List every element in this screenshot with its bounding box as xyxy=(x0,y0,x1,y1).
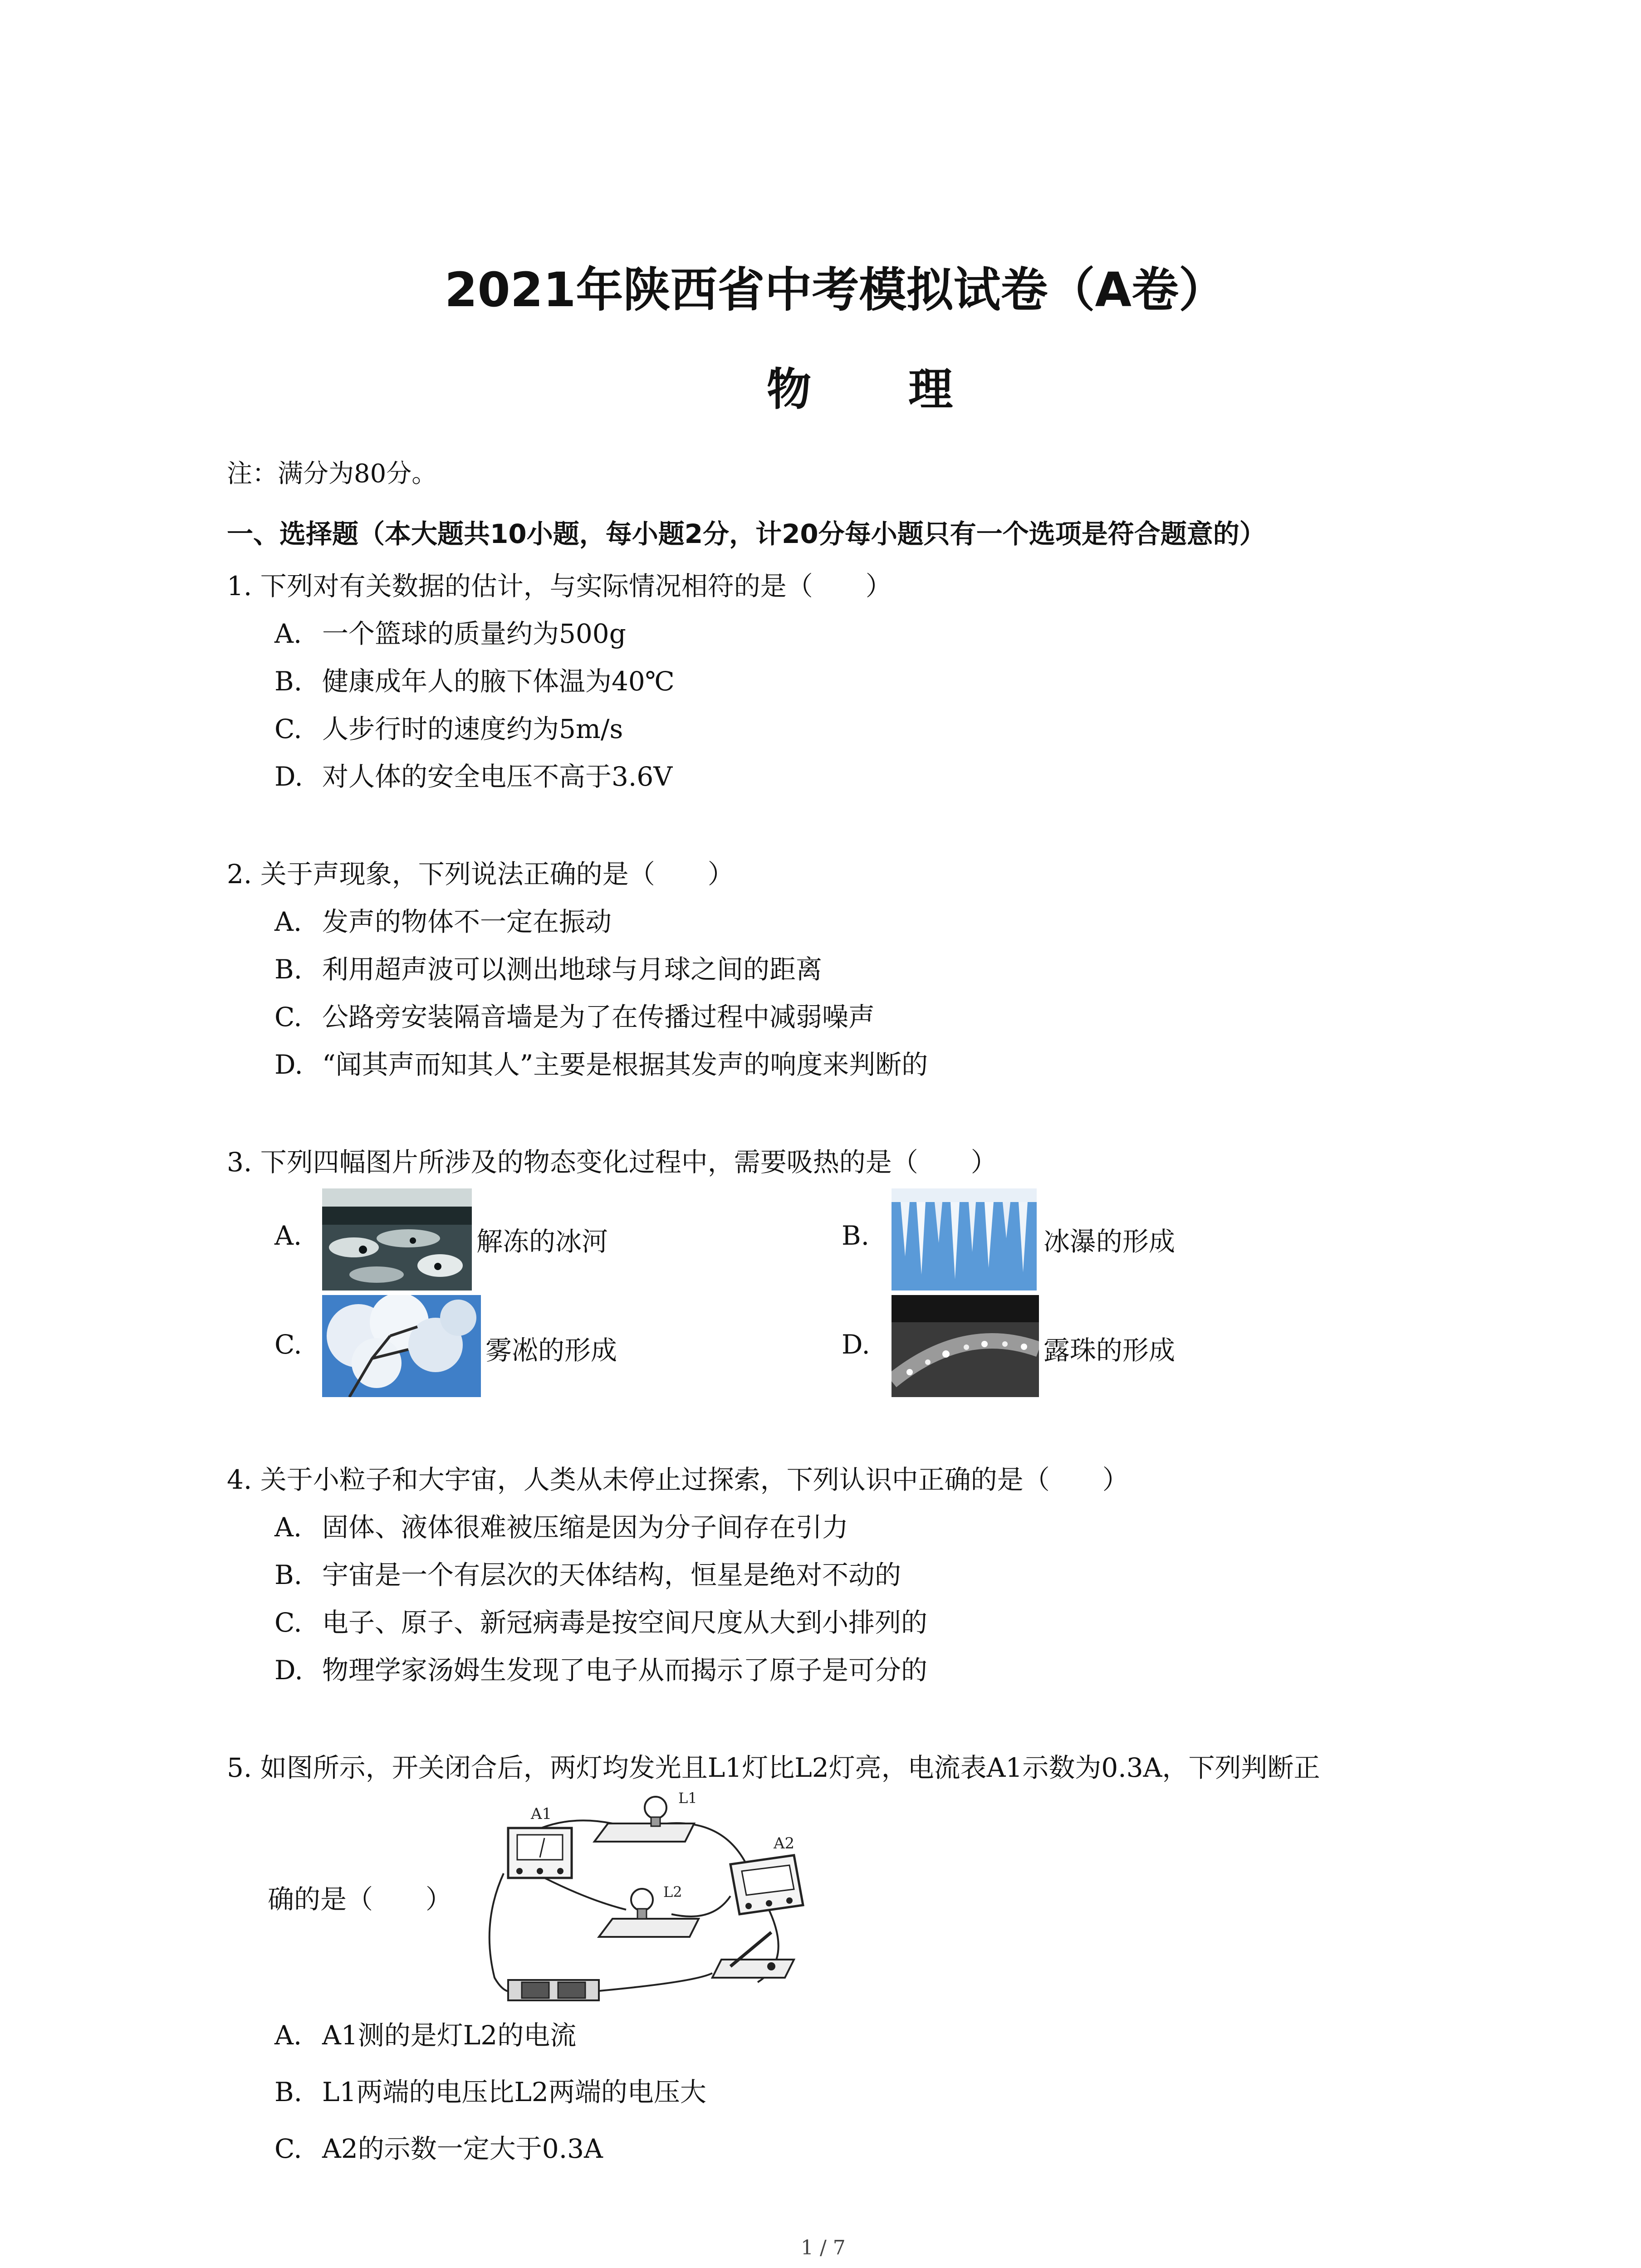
section-heading-choice: 一、选择题（本大题共10小题，每小题2分，计20分每小题只有一个选项是符合题意的） xyxy=(227,518,1266,549)
thawing-river-image xyxy=(322,1188,472,1290)
option-label: B. xyxy=(274,954,303,985)
option-label: A. xyxy=(274,618,302,649)
option-label: B. xyxy=(274,1559,303,1590)
a2-label: A2 xyxy=(774,1834,795,1853)
q2-option-c xyxy=(274,996,875,1034)
ammeter-a2-icon xyxy=(730,1855,803,1914)
option-text: 物理学家汤姆生发现了电子从而揭示了原子是可分的 xyxy=(322,1655,928,1686)
q1-option-b xyxy=(274,660,675,698)
option-label: C. xyxy=(274,2133,302,2164)
option-label: A. xyxy=(274,1512,302,1543)
q3-option-a-label: A. xyxy=(274,1220,302,1251)
score-note: 注：满分为80分。 xyxy=(227,459,437,489)
q1-option-c xyxy=(274,708,623,746)
option-label: C. xyxy=(274,714,302,744)
question-3-stem: 3. 下列四幅图片所涉及的物态变化过程中，需要吸热的是（ ） xyxy=(227,1147,997,1178)
option-label: D. xyxy=(274,1655,303,1686)
q2-option-d xyxy=(274,1043,928,1081)
exam-title: 2021年陕西省中考模拟试卷（A卷） xyxy=(445,262,1226,318)
option-label: D. xyxy=(274,1049,303,1080)
option-text: 宇宙是一个有层次的天体结构，恒星是绝对不动的 xyxy=(322,1559,901,1590)
q4-option-b xyxy=(274,1554,901,1592)
switch-icon xyxy=(712,1932,794,1978)
l1-label: L1 xyxy=(678,1789,697,1807)
q3-option-d-label: D. xyxy=(842,1329,870,1360)
option-label: A. xyxy=(274,906,302,937)
option-label: D. xyxy=(274,761,303,792)
option-text: 对人体的安全电压不高于3.6V xyxy=(322,761,673,792)
subject-title: 物 理 xyxy=(767,364,994,415)
option-label: B. xyxy=(274,666,303,697)
option-text: 电子、原子、新冠病毒是按空间尺度从大到小排列的 xyxy=(322,1607,928,1638)
option-text: 固体、液体很难被压缩是因为分子间存在引力 xyxy=(322,1512,849,1543)
option-label: C. xyxy=(274,1607,302,1638)
option-label: B. xyxy=(274,2077,303,2107)
q5-option-a xyxy=(274,2014,576,2052)
rime-tree-image xyxy=(322,1295,481,1397)
q3-option-b-text: 冰瀑的形成 xyxy=(1043,1226,1176,1257)
q3-option-b-label: B. xyxy=(842,1220,870,1251)
option-text: 一个篮球的质量约为500g xyxy=(322,618,626,649)
q5-option-c xyxy=(274,2127,603,2165)
circuit-diagram xyxy=(476,1787,821,2009)
a1-label: A1 xyxy=(531,1805,552,1823)
q4-option-c xyxy=(274,1601,927,1639)
q3-option-a-text: 解冻的冰河 xyxy=(476,1226,608,1257)
dew-drops-image xyxy=(892,1295,1039,1397)
question-2-stem: 2. 关于声现象，下列说法正确的是（ ） xyxy=(227,859,734,890)
option-label: C. xyxy=(274,1002,302,1032)
q1-option-d xyxy=(274,755,672,793)
l2-label: L2 xyxy=(663,1883,682,1901)
q2-option-b xyxy=(274,948,822,986)
q3-option-c-label: C. xyxy=(274,1329,302,1360)
question-5-stem: 5. 如图所示，开关闭合后，两灯均发光且L1灯比L2灯亮，电流表A1示数为0.3A，下列判断正 xyxy=(227,1752,1320,1783)
lamp-l2-icon xyxy=(599,1889,699,1937)
option-label: A. xyxy=(274,2020,302,2051)
option-text: 公路旁安装隔音墙是为了在传播过程中减弱噪声 xyxy=(322,1002,875,1032)
ammeter-a1-icon xyxy=(508,1828,572,1878)
option-text: L1两端的电压比L2两端的电压大 xyxy=(322,2077,706,2107)
option-text: A1测的是灯L2的电流 xyxy=(322,2020,577,2051)
q3-option-d-text: 露珠的形成 xyxy=(1043,1335,1176,1366)
option-text: 人步行时的速度约为5m/s xyxy=(322,714,623,744)
option-text: A2的示数一定大于0.3A xyxy=(322,2133,603,2164)
q3-option-c-text: 雾凇的形成 xyxy=(485,1335,617,1366)
q4-option-d xyxy=(274,1649,927,1687)
option-text: 利用超声波可以测出地球与月球之间的距离 xyxy=(322,954,823,985)
q2-option-a xyxy=(274,900,612,938)
q5-option-b xyxy=(274,2071,706,2109)
question-5-stem-cont: 确的是（ ） xyxy=(268,1884,452,1915)
battery-icon xyxy=(508,1980,599,2000)
option-text: 健康成年人的腋下体温为40℃ xyxy=(322,666,675,697)
ice-waterfall-image xyxy=(892,1188,1037,1290)
question-4-stem: 4. 关于小粒子和大宇宙，人类从未停止过探索，下列认识中正确的是（ ） xyxy=(227,1464,1129,1495)
q4-option-a xyxy=(274,1506,848,1544)
option-text: “闻其声而知其人”主要是根据其发声的响度来判断的 xyxy=(322,1049,928,1080)
page-number: 1 / 7 xyxy=(801,2236,846,2259)
q1-option-a xyxy=(274,612,626,650)
question-1-stem: 1. 下列对有关数据的估计，与实际情况相符的是（ ） xyxy=(227,571,892,601)
option-text: 发声的物体不一定在振动 xyxy=(322,906,612,937)
